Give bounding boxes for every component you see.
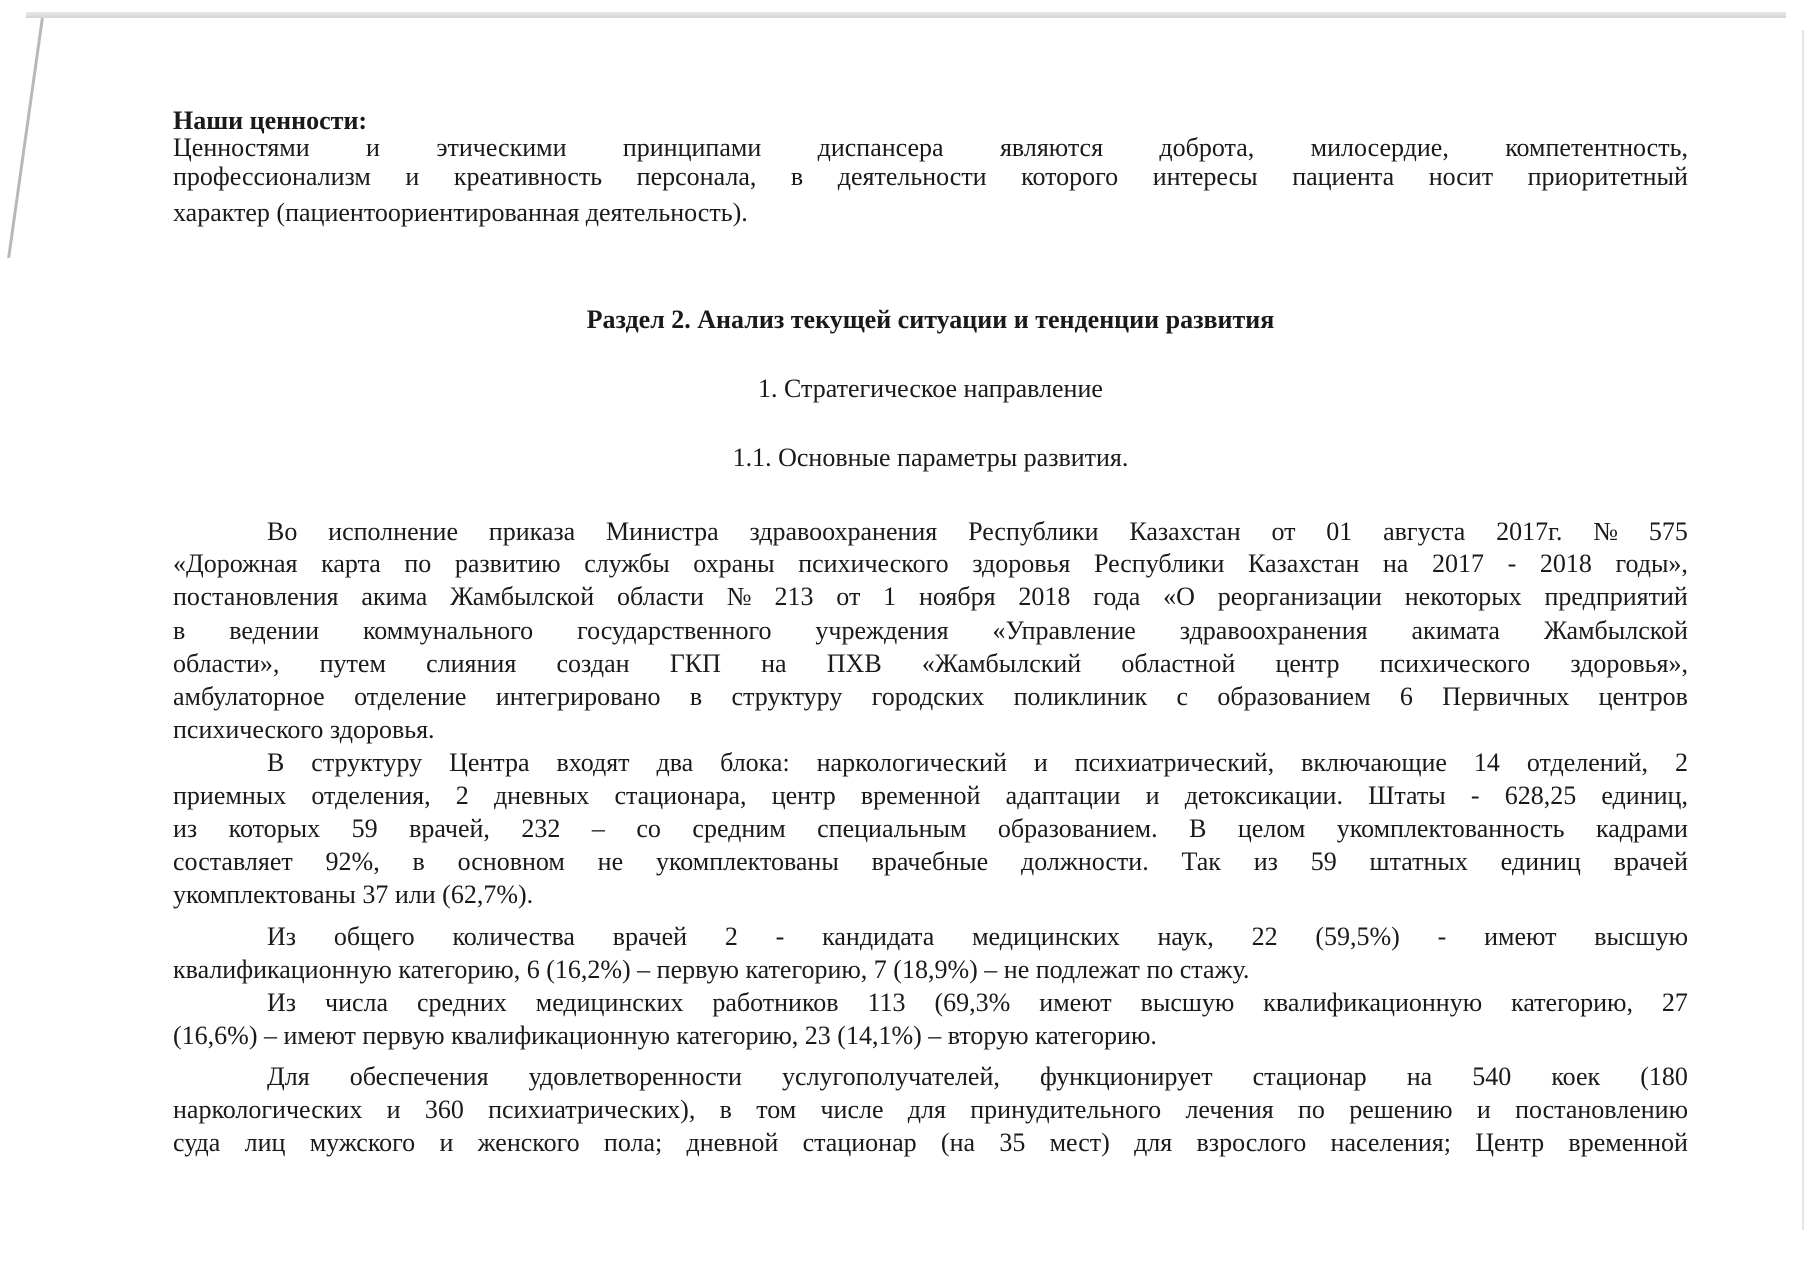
word: Ценностями (173, 133, 310, 162)
word: дневной (686, 1128, 779, 1157)
word: имеют (1039, 988, 1112, 1017)
word: взрослого (1196, 1128, 1307, 1157)
word: укомплектованность (1336, 814, 1565, 843)
word: штатных (1369, 847, 1468, 876)
word: 01 (1326, 517, 1353, 546)
word: Из (267, 988, 297, 1017)
word: постановления (173, 582, 339, 611)
word: (на (940, 1128, 976, 1157)
word: акима (361, 582, 428, 611)
paragraph-line: укомплектованы 37 или (62,7%). (173, 880, 534, 909)
word: адаптации (1005, 781, 1121, 810)
word: деятельности (837, 162, 987, 191)
paragraph-line (173, 547, 1688, 581)
word: детоксикации. (1184, 781, 1343, 810)
paragraph-line (173, 812, 1688, 846)
word: для (1134, 1128, 1173, 1157)
word: персонала, (636, 162, 757, 191)
word: имеют (1484, 922, 1557, 951)
word: 213 (774, 582, 814, 611)
word: поликлиник (1013, 682, 1148, 711)
word: единиц, (1601, 781, 1688, 810)
word: В (267, 748, 285, 777)
word: принципами (622, 133, 762, 162)
word: 59 (1310, 847, 1337, 876)
word: здравоохранения (749, 517, 938, 546)
word: которого (1021, 162, 1119, 191)
word: 59 (351, 814, 378, 843)
word: пациента (1292, 162, 1395, 191)
word: врачей (1613, 847, 1688, 876)
word: приоритетный (1527, 162, 1688, 191)
word: области (617, 582, 704, 611)
word: 2 (455, 781, 469, 810)
word: основном (457, 847, 565, 876)
word: обеспечения (349, 1062, 489, 1091)
word: ПХВ (826, 649, 882, 678)
word: (59,5%) (1315, 922, 1400, 951)
word: «Жамбылский (921, 649, 1082, 678)
word: Центра (449, 748, 530, 777)
word: 2018 (1539, 549, 1592, 578)
word: - (775, 922, 785, 951)
word: реорганизации (1217, 582, 1382, 611)
word: 2017 (1431, 549, 1484, 578)
word: врачебные (871, 847, 989, 876)
word: ГКП (669, 649, 721, 678)
word: создан (556, 649, 630, 678)
word: на (1382, 549, 1409, 578)
word: стационар (802, 1128, 917, 1157)
word: целом (1237, 814, 1306, 843)
word: акимата (1411, 616, 1500, 645)
word: населения; (1330, 1128, 1451, 1157)
values-line: характер (пациентоориентированная деятельность). (173, 198, 748, 227)
word: 22 (1251, 922, 1278, 951)
word: - (1470, 781, 1480, 810)
word: «Дорожная (173, 549, 298, 578)
word: Из (267, 922, 297, 951)
word: кандидата (822, 922, 935, 951)
word: Министра (606, 517, 719, 546)
word: решению (1349, 1095, 1453, 1124)
word: образованием (1217, 682, 1371, 711)
word: приказа (488, 517, 576, 546)
word: городских (871, 682, 985, 711)
word: милосердие, (1310, 133, 1449, 162)
paragraph-line (173, 779, 1688, 813)
values-heading: Наши ценности: (173, 106, 368, 135)
word: по (1298, 1095, 1325, 1124)
word: укомплектованы (655, 847, 839, 876)
scan-edge-top (26, 12, 1786, 18)
word: психического (1379, 649, 1531, 678)
section-title: Раздел 2. Анализ текущей ситуации и тенденции развития (586, 305, 1275, 334)
word: № (726, 582, 752, 611)
word: психиатрический, (1074, 748, 1275, 777)
word: слияния (426, 649, 517, 678)
word: врачей, (409, 814, 490, 843)
paragraph-line (173, 920, 1688, 954)
values-line (173, 160, 1688, 194)
word: службы (584, 549, 670, 578)
word: удовлетворенности (528, 1062, 742, 1091)
word: лечения (1185, 1095, 1274, 1124)
word: являются (999, 133, 1104, 162)
word: квалификационную (1263, 988, 1483, 1017)
word: наркологический (816, 748, 1007, 777)
word: 35 (999, 1128, 1026, 1157)
scan-edge-left (0, 18, 44, 258)
word: креативность (453, 162, 603, 191)
word: категорию, (1511, 988, 1633, 1017)
word: коек (1551, 1062, 1601, 1091)
word: высшую (1594, 922, 1688, 951)
word: временной (860, 781, 981, 810)
paragraph-line (173, 515, 1688, 549)
word: - (1507, 549, 1517, 578)
word: в (173, 616, 186, 645)
word: мест) (1049, 1128, 1110, 1157)
word: от (836, 582, 861, 611)
word: доброта, (1159, 133, 1255, 162)
word: Первичных (1442, 682, 1570, 711)
word: не (597, 847, 624, 876)
word: этическими (436, 133, 567, 162)
section-subtitle: 1. Стратегическое направление (758, 374, 1103, 403)
word: дневных (493, 781, 590, 810)
word: которых (228, 814, 321, 843)
word: диспансера (817, 133, 944, 162)
paragraph-line (173, 647, 1688, 681)
word: в (790, 162, 804, 191)
word: 2 (1674, 748, 1688, 777)
word: наук, (1157, 922, 1214, 951)
paragraph-line: квалификационную категорию, 6 (16,2%) – первую категорию, 7 (18,9%) – не подлежат по стажу. (173, 955, 1250, 984)
word: Жамбылской (450, 582, 595, 611)
word: отделение (354, 682, 467, 711)
word: Так (1181, 847, 1221, 876)
word: Республики (1093, 549, 1225, 578)
word: годы», (1615, 549, 1688, 578)
word: должности. (1021, 847, 1149, 876)
word: исполнение (328, 517, 458, 546)
word: некоторых (1404, 582, 1522, 611)
word: числе (820, 1095, 884, 1124)
word: интересы (1152, 162, 1258, 191)
word: единиц (1500, 847, 1581, 876)
word: компетентность, (1505, 133, 1688, 162)
word: 360 (424, 1095, 464, 1124)
paragraph-line: психического здоровья. (173, 715, 435, 744)
word: функционирует (1039, 1062, 1213, 1091)
word: 1 (883, 582, 897, 611)
word: общего (333, 922, 415, 951)
word: государственного (577, 616, 772, 645)
paragraph-line (173, 614, 1688, 648)
word: для (907, 1095, 946, 1124)
word: 540 (1472, 1062, 1512, 1091)
word: 27 (1661, 988, 1688, 1017)
word: психиатрических), (488, 1095, 696, 1124)
word: Казахстан (1129, 517, 1241, 546)
word: том (756, 1095, 797, 1124)
paragraph-line (173, 986, 1688, 1020)
word: карта (321, 549, 381, 578)
word: средних (417, 988, 507, 1017)
word: медицинских (535, 988, 684, 1017)
word: областной (1121, 649, 1236, 678)
word: составляет (173, 847, 293, 876)
word: от (1271, 517, 1296, 546)
word: из (1253, 847, 1278, 876)
word: кадрами (1595, 814, 1688, 843)
word: носит (1428, 162, 1494, 191)
word: центр (771, 781, 836, 810)
word: Штаты (1368, 781, 1446, 810)
word: на (761, 649, 787, 678)
word: Казахстан (1248, 549, 1360, 578)
word: в (689, 682, 703, 711)
word: и (405, 162, 420, 191)
word: (180 (1640, 1062, 1688, 1091)
word: 628,25 (1504, 781, 1577, 810)
word: стационара, (614, 781, 747, 810)
word: В (1189, 814, 1207, 843)
paragraph-line (173, 1060, 1688, 1094)
word: развитию (454, 549, 561, 578)
word: 2018 (1018, 582, 1071, 611)
word: 113 (867, 988, 906, 1017)
word: лиц (244, 1128, 286, 1157)
word: и (1476, 1095, 1491, 1124)
word: (69,3% (934, 988, 1011, 1017)
word: и (386, 1095, 401, 1124)
word: работников (712, 988, 839, 1017)
word: 575 (1648, 517, 1688, 546)
word: два (656, 748, 694, 777)
word: из (173, 814, 198, 843)
paragraph-line (173, 680, 1688, 714)
word: мужского (309, 1128, 416, 1157)
word: приемных (173, 781, 287, 810)
word: блока: (720, 748, 790, 777)
word: Для (267, 1062, 310, 1091)
word: области», (173, 649, 280, 678)
paragraph-line (173, 746, 1688, 780)
word: амбулаторное (173, 682, 325, 711)
section-subsubtitle: 1.1. Основные параметры развития. (732, 443, 1129, 472)
word: 6 (1399, 682, 1413, 711)
word: в (412, 847, 425, 876)
word: стационар (1252, 1062, 1367, 1091)
word: – (591, 814, 605, 843)
word: предприятий (1544, 582, 1688, 611)
word: августа (1383, 517, 1466, 546)
word: со (636, 814, 661, 843)
word: путем (319, 649, 386, 678)
word: и (1033, 748, 1048, 777)
paragraph-line: (16,6%) – имеют первую квалификационную категорию, 23 (14,1%) – вторую категорию. (173, 1021, 1157, 1050)
word: суда (173, 1128, 221, 1157)
paragraph-line (173, 580, 1688, 614)
word: по (404, 549, 432, 578)
word: «О (1163, 582, 1195, 611)
word: 2 (724, 922, 738, 951)
word: пола; (603, 1128, 663, 1157)
word: интегрировано (495, 682, 661, 711)
paragraph-line (173, 845, 1688, 879)
word: Жамбылской (1543, 616, 1688, 645)
word: специальным (817, 814, 967, 843)
word: включающие (1301, 748, 1447, 777)
word: постановлению (1515, 1095, 1688, 1124)
word: 14 (1473, 748, 1500, 777)
word: Республики (968, 517, 1099, 546)
word: 232 (521, 814, 561, 843)
word: и (1145, 781, 1160, 810)
word: и (366, 133, 380, 162)
word: входят (556, 748, 630, 777)
word: принудительного (970, 1095, 1162, 1124)
word: охраны (693, 549, 775, 578)
word: количества (452, 922, 575, 951)
word: высшую (1140, 988, 1235, 1017)
word: женского (477, 1128, 580, 1157)
word: учреждения (815, 616, 949, 645)
word: года (1093, 582, 1141, 611)
word: «Управление (992, 616, 1136, 645)
word: отделения, (311, 781, 431, 810)
word: временной (1568, 1128, 1688, 1157)
word: Центр (1475, 1128, 1545, 1157)
paragraph-line (173, 1093, 1688, 1127)
word: с (1176, 682, 1188, 711)
word: структуру (311, 748, 423, 777)
word: и (439, 1128, 454, 1157)
word: числа (325, 988, 389, 1017)
word: структуру (731, 682, 843, 711)
word: врачей (612, 922, 688, 951)
word: здравоохранения (1179, 616, 1368, 645)
word: ноября (919, 582, 996, 611)
word: профессионализм (173, 162, 371, 191)
word: Во (267, 517, 298, 546)
word: 92%, (325, 847, 380, 876)
word: коммунального (362, 616, 534, 645)
word: медицинских (972, 922, 1120, 951)
word: наркологических (173, 1095, 363, 1124)
scan-edge-right (1802, 30, 1804, 1230)
word: центр (1275, 649, 1340, 678)
word: здоровья», (1570, 649, 1688, 678)
word: образованием. (997, 814, 1158, 843)
word: средним (692, 814, 786, 843)
word: ведении (229, 616, 320, 645)
word: в (719, 1095, 732, 1124)
word: отделений, (1526, 748, 1649, 777)
word: услугополучателей, (782, 1062, 1000, 1091)
word: № (1593, 517, 1619, 546)
word: здоровья (972, 549, 1071, 578)
word: - (1437, 922, 1447, 951)
word: на (1406, 1062, 1433, 1091)
word: 2017г. (1496, 517, 1563, 546)
word: центров (1598, 682, 1688, 711)
paragraph-line (173, 1126, 1688, 1160)
word: психического (798, 549, 949, 578)
